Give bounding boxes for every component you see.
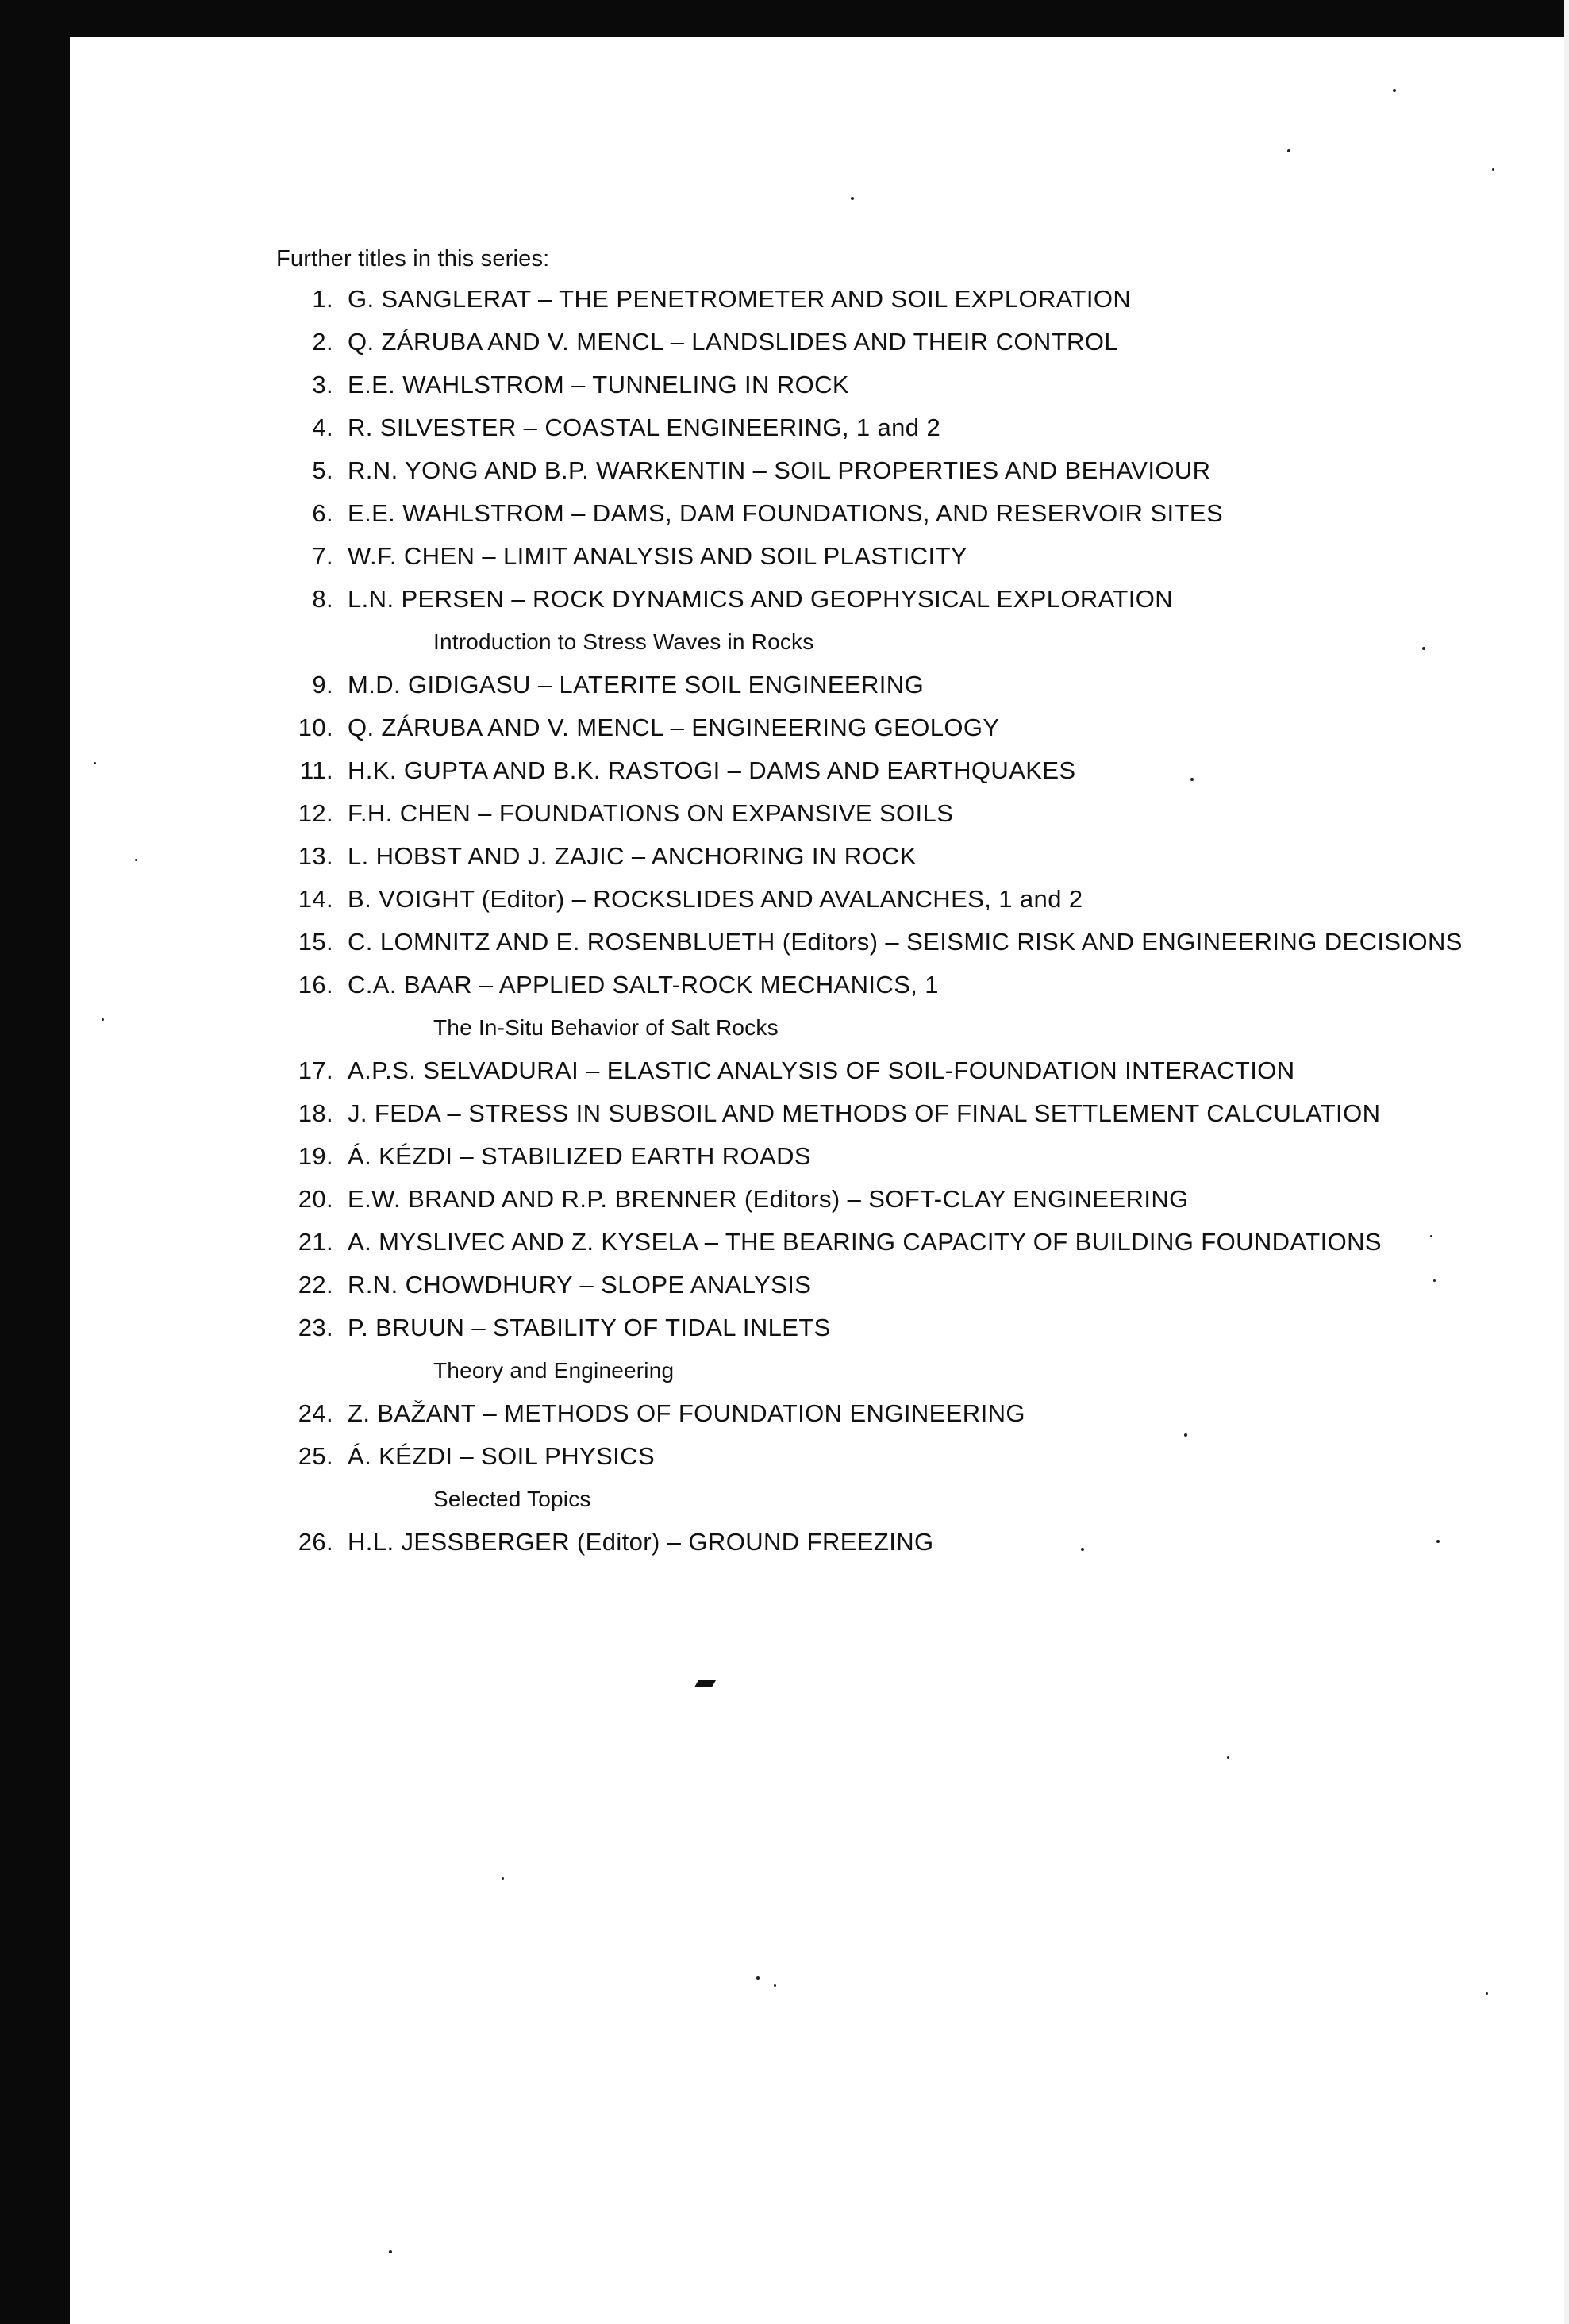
series-number: 22. — [298, 1271, 333, 1299]
series-number: 5. — [312, 456, 333, 484]
scan-speck — [94, 762, 96, 764]
scan-speck — [135, 859, 137, 861]
scan-speck — [1433, 1279, 1436, 1282]
series-title-item — [276, 1264, 1554, 1306]
series-title-item — [276, 664, 1554, 706]
series-number: 11. — [300, 756, 333, 784]
scan-ink-mark — [694, 1680, 716, 1687]
series-title-text: H.L. JESSBERGER (Editor) – GROUND FREEZING — [348, 1528, 934, 1556]
series-title-text: B. VOIGHT (Editor) – ROCKSLIDES AND AVALANCHES, 1 and 2 — [348, 885, 1083, 913]
scan-speck — [1393, 89, 1396, 92]
scan-speck — [1184, 1433, 1187, 1437]
scan-speck — [102, 1018, 104, 1021]
series-number: 20. — [298, 1185, 333, 1213]
series-title-text: M.D. GIDIGASU – LATERITE SOIL ENGINEERING — [348, 671, 925, 698]
series-number: 14. — [298, 885, 333, 913]
scan-speck — [774, 1984, 776, 1987]
series-title-text: A. MYSLIVEC AND Z. KYSELA – THE BEARING CAPACITY OF BUILDING FOUNDATIONS — [348, 1228, 1382, 1256]
series-title-text: P. BRUUN – STABILITY OF TIDAL INLETS — [348, 1314, 831, 1341]
scan-speck — [1430, 1235, 1432, 1237]
scan-border-left — [0, 0, 70, 2324]
series-title-item — [276, 321, 1554, 364]
scan-speck — [1422, 647, 1425, 650]
series-number: 18. — [298, 1099, 333, 1127]
series-number: 3. — [312, 371, 333, 398]
series-title-text: C. LOMNITZ AND E. ROSENBLUETH (Editors) – SEISMIC RISK AND ENGINEERING DECISIONS — [348, 928, 1463, 956]
series-title-text: Á. KÉZDI – STABILIZED EARTH ROADS — [348, 1142, 811, 1170]
series-listing — [276, 243, 1554, 1564]
series-number: 9. — [312, 671, 333, 698]
series-title-item — [276, 1178, 1554, 1221]
page-heading: Further titles in this series: — [276, 246, 550, 271]
series-title-item — [276, 364, 1554, 406]
series-title-item — [276, 1521, 1554, 1564]
series-title-item — [276, 921, 1554, 964]
series-number: 17. — [298, 1056, 333, 1084]
scan-speck — [502, 1877, 504, 1880]
series-number: 15. — [298, 928, 333, 956]
series-title-item — [276, 706, 1554, 749]
scan-speck — [1492, 168, 1494, 171]
series-subtitle: Theory and Engineering — [433, 1358, 675, 1383]
series-title-item — [276, 1221, 1554, 1264]
series-title-text: R.N. CHOWDHURY – SLOPE ANALYSIS — [348, 1271, 812, 1299]
series-number: 12. — [298, 799, 333, 827]
series-title-item — [276, 578, 1554, 621]
series-title-text: H.K. GUPTA AND B.K. RASTOGI – DAMS AND EARTHQUAKES — [348, 756, 1076, 784]
scan-speck — [389, 2250, 392, 2253]
series-title-text: G. SANGLERAT – THE PENETROMETER AND SOIL EXPLORATION — [348, 285, 1132, 313]
series-title-text: R. SILVESTER – COASTAL ENGINEERING, 1 and 2 — [348, 414, 941, 441]
series-title-item — [276, 835, 1554, 878]
series-title-item — [276, 1135, 1554, 1178]
series-number: 19. — [298, 1142, 333, 1170]
series-title-item — [276, 1392, 1554, 1435]
scan-speck — [1486, 1992, 1488, 1995]
scan-speck — [756, 1976, 760, 1980]
scan-speck — [1190, 778, 1194, 781]
series-title-item — [276, 1049, 1554, 1092]
series-subtitle: Introduction to Stress Waves in Rocks — [433, 629, 814, 654]
scan-speck — [1287, 149, 1290, 152]
series-subtitle: Selected Topics — [433, 1487, 591, 1511]
series-title-item — [276, 492, 1554, 535]
series-title-text: L.N. PERSEN – ROCK DYNAMICS AND GEOPHYSICAL EXPLORATION — [348, 585, 1174, 613]
series-title-item — [276, 1306, 1554, 1349]
series-title-item — [276, 535, 1554, 578]
series-number: 21. — [298, 1228, 333, 1256]
series-title-text: C.A. BAAR – APPLIED SALT-ROCK MECHANICS, 1 — [348, 971, 939, 998]
series-number: 16. — [298, 971, 333, 998]
series-title-text: Z. BAŽANT – METHODS OF FOUNDATION ENGINEERING — [348, 1399, 1025, 1427]
series-title-item — [276, 964, 1554, 1006]
series-number: 2. — [312, 328, 333, 356]
series-title-text: E.E. WAHLSTROM – TUNNELING IN ROCK — [348, 371, 849, 398]
series-title-text: J. FEDA – STRESS IN SUBSOIL AND METHODS OF FINAL SETTLEMENT CALCULATION — [348, 1099, 1381, 1127]
series-title-list — [276, 278, 1554, 1564]
series-number: 8. — [312, 585, 333, 613]
series-title-item — [276, 792, 1554, 835]
scan-speck — [1227, 1756, 1229, 1759]
series-title-text: Á. KÉZDI – SOIL PHYSICS — [348, 1442, 656, 1470]
series-title-text: L. HOBST AND J. ZAJIC – ANCHORING IN ROCK — [348, 842, 917, 870]
series-title-text: E.W. BRAND AND R.P. BRENNER (Editors) – SOFT-CLAY ENGINEERING — [348, 1185, 1189, 1213]
series-number: 23. — [298, 1314, 333, 1341]
scan-border-top — [0, 0, 1569, 37]
scan-speck — [1081, 1548, 1084, 1551]
series-title-text: W.F. CHEN – LIMIT ANALYSIS AND SOIL PLASTICITY — [348, 542, 967, 570]
series-number: 26. — [298, 1528, 333, 1556]
series-subtitle: The In-Situ Behavior of Salt Rocks — [433, 1015, 779, 1040]
series-title-text: Q. ZÁRUBA AND V. MENCL – ENGINEERING GEOLOGY — [348, 714, 1000, 741]
series-title-item — [276, 1435, 1554, 1478]
series-title-item — [276, 406, 1554, 449]
scan-speck — [851, 197, 854, 200]
series-title-item — [276, 278, 1554, 321]
series-title-text: A.P.S. SELVADURAI – ELASTIC ANALYSIS OF SOIL-FOUNDATION INTERACTION — [348, 1056, 1295, 1084]
series-title-text: Q. ZÁRUBA AND V. MENCL – LANDSLIDES AND THEIR CONTROL — [348, 328, 1118, 356]
series-number: 6. — [312, 499, 333, 527]
series-number: 13. — [298, 842, 333, 870]
series-number: 24. — [298, 1399, 333, 1427]
series-title-item — [276, 878, 1554, 921]
series-title-text: F.H. CHEN – FOUNDATIONS ON EXPANSIVE SOILS — [348, 799, 954, 827]
series-title-item — [276, 749, 1554, 792]
scan-border-right — [1564, 0, 1569, 2324]
series-number: 4. — [312, 414, 333, 441]
series-title-item — [276, 449, 1554, 492]
series-title-text: R.N. YONG AND B.P. WARKENTIN – SOIL PROPERTIES AND BEHAVIOUR — [348, 456, 1211, 484]
series-title-text: E.E. WAHLSTROM – DAMS, DAM FOUNDATIONS, AND RESERVOIR SITES — [348, 499, 1224, 527]
scan-speck — [1436, 1540, 1440, 1543]
series-number: 25. — [298, 1442, 333, 1470]
series-number: 10. — [298, 714, 333, 741]
series-title-item — [276, 1092, 1554, 1135]
series-number: 7. — [312, 542, 333, 570]
series-number: 1. — [312, 285, 333, 313]
